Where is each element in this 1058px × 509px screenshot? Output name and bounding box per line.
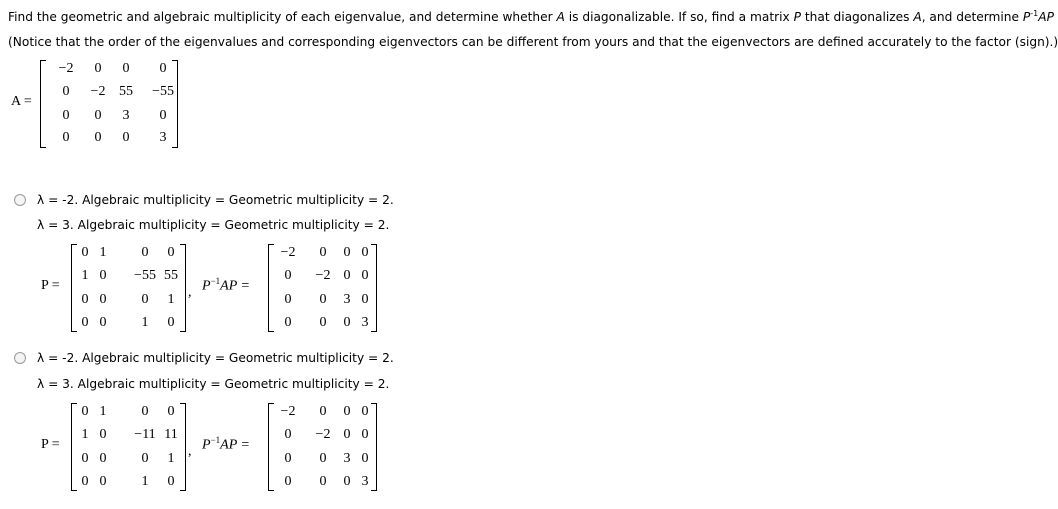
option-2-D-cell-r4-c2: 0 [319, 474, 327, 489]
matrix-A-cell-r3-c2: 0 [94, 108, 102, 123]
option-2-separator: , [188, 444, 192, 459]
instruction-text-3: that diagonalizes [800, 10, 914, 25]
option-2-P-right-bracket [180, 403, 186, 491]
option-2-P-cell-r1-c1: 0 [81, 404, 89, 419]
option-2-D-cell-r1-c3: 0 [343, 404, 351, 419]
option-2-D-cell-r3-c3: 3 [343, 451, 351, 466]
option-1-P-cell-r3-c1: 0 [81, 292, 89, 307]
matrix-A-right-bracket [172, 60, 178, 148]
option-2-P-cell-r4-c3: 1 [141, 474, 149, 489]
option-2-P-cell-r4-c1: 0 [81, 474, 89, 489]
option-2-radio[interactable] [14, 352, 26, 364]
option-1-P-cell-r1-c2: 1 [99, 245, 107, 260]
option-1-P-cell-r4-c3: 1 [141, 315, 149, 330]
option-2-D-cell-r4-c1: 0 [284, 474, 292, 489]
option-1-P-cell-r2-c1: 1 [81, 268, 89, 283]
option-1-D-label-base: P [202, 278, 211, 294]
option-1-P-right-bracket [180, 244, 186, 332]
option-1-D-label [202, 276, 250, 295]
option-1-P-cell-r1-c4: 0 [167, 245, 175, 260]
option-2-D-left-bracket [268, 403, 274, 491]
option-2-P-cell-r4-c2: 0 [99, 474, 107, 489]
option-1-P-cell-r3-c4: 1 [167, 292, 175, 307]
matrix-A-label: A = [11, 94, 32, 109]
matrix-A-cell-r1-c1: −2 [58, 61, 74, 76]
option-2-D-cell-r1-c1: −2 [280, 404, 296, 419]
option-2-line-1: λ = -2. Algebraic multiplicity = Geometric multiplicity = 2. [37, 351, 394, 365]
matrix-A-cell-r1-c4: 0 [159, 61, 167, 76]
matrix-A-cell-r4-c2: 0 [94, 130, 102, 145]
option-1-P-cell-r1-c1: 0 [81, 245, 89, 260]
option-2-P-cell-r4-c4: 0 [167, 474, 175, 489]
option-1-D-cell-r3-c4: 0 [361, 292, 369, 307]
option-1-D-cell-r2-c2: −2 [315, 268, 331, 283]
option-1-line-1: λ = -2. Algebraic multiplicity = Geometric multiplicity = 2. [37, 193, 394, 207]
option-1-P-cell-r1-c3: 0 [141, 245, 149, 260]
option-1-P-cell-r4-c1: 0 [81, 315, 89, 330]
option-2-D-cell-r1-c4: 0 [361, 404, 369, 419]
option-2-P-cell-r1-c2: 1 [99, 404, 107, 419]
matrix-A-cell-r1-c2: 0 [94, 61, 102, 76]
question-note: (Notice that the order of the eigenvalues and corresponding eigenvectors can be different from yours and that the eigenvectors are defined accurately to the factor (sign).) [8, 35, 1058, 49]
option-2-P-cell-r1-c4: 0 [167, 404, 175, 419]
instruction-text-4: , and determine [921, 10, 1023, 25]
option-2-D-cell-r3-c4: 0 [361, 451, 369, 466]
option-1-D-cell-r2-c4: 0 [361, 268, 369, 283]
option-1-P-label: P = [41, 278, 60, 293]
option-1-D-cell-r4-c2: 0 [319, 315, 327, 330]
option-1-D-cell-r1-c3: 0 [343, 245, 351, 260]
option-2-P-cell-r2-c1: 1 [81, 427, 89, 442]
option-1-D-cell-r2-c1: 0 [284, 268, 292, 283]
option-2-D-label [202, 435, 250, 454]
matrix-A-cell-r3-c3: 3 [122, 108, 130, 123]
option-1-P-cell-r2-c2: 0 [99, 268, 107, 283]
option-2-D-cell-r4-c4: 3 [361, 474, 369, 489]
option-1-D-cell-r1-c1: −2 [280, 245, 296, 260]
option-1-D-cell-r3-c1: 0 [284, 292, 292, 307]
instruction-var-A-2: A [913, 10, 922, 25]
option-2-P-cell-r2-c2: 0 [99, 427, 107, 442]
option-2-D-cell-r2-c3: 0 [343, 427, 351, 442]
matrix-A-cell-r3-c1: 0 [62, 108, 70, 123]
matrix-A-cell-r2-c1: 0 [62, 84, 70, 99]
option-2-D-cell-r3-c2: 0 [319, 451, 327, 466]
matrix-A-cell-r3-c4: 0 [159, 108, 167, 123]
option-1-D-cell-r2-c3: 0 [343, 268, 351, 283]
option-2-D-label-rest: AP = [220, 437, 250, 453]
option-1-D-cell-r4-c1: 0 [284, 315, 292, 330]
option-1-D-cell-r3-c2: 0 [319, 292, 327, 307]
option-1-D-label-rest: AP = [220, 278, 250, 294]
option-1-D-cell-r1-c2: 0 [319, 245, 327, 260]
option-2-line-2: λ = 3. Algebraic multiplicity = Geometric multiplicity = 2. [37, 377, 390, 391]
option-2-D-cell-r2-c4: 0 [361, 427, 369, 442]
instruction-text-2: is diagonalizable. If so, find a matrix [564, 10, 794, 25]
option-2-D-cell-r1-c2: 0 [319, 404, 327, 419]
option-2-P-label: P = [41, 437, 60, 452]
option-2-P-cell-r3-c4: 1 [167, 451, 175, 466]
instruction-text-1: Find the geometric and algebraic multiplicity of each eigenvalue, and determine whether [8, 10, 557, 25]
instruction-var-A: A [556, 10, 565, 25]
option-1-D-cell-r1-c4: 0 [361, 245, 369, 260]
question-instruction [8, 9, 1054, 24]
option-2-D-cell-r2-c1: 0 [284, 427, 292, 442]
instruction-expr-P: P [1022, 10, 1031, 25]
option-1-separator: , [188, 285, 192, 300]
option-2-P-cell-r1-c3: 0 [141, 404, 149, 419]
option-1-P-cell-r2-c3: −55 [134, 268, 156, 283]
matrix-A-cell-r1-c3: 0 [122, 61, 130, 76]
option-1-line-2: λ = 3. Algebraic multiplicity = Geometric multiplicity = 2. [37, 218, 390, 232]
option-2-D-cell-r2-c2: −2 [315, 427, 331, 442]
option-1-D-cell-r4-c4: 3 [361, 315, 369, 330]
option-2-P-left-bracket [71, 403, 77, 491]
option-2-D-label-base: P [202, 437, 211, 453]
option-1-P-cell-r4-c2: 0 [99, 315, 107, 330]
option-1-D-cell-r4-c3: 0 [343, 315, 351, 330]
option-1-P-cell-r3-c2: 0 [99, 292, 107, 307]
option-1-D-right-bracket [371, 244, 377, 332]
option-1-P-left-bracket [71, 244, 77, 332]
matrix-A-cell-r4-c4: 3 [159, 130, 167, 145]
instruction-expr-sup: -1 [1030, 9, 1039, 18]
option-2-P-cell-r3-c1: 0 [81, 451, 89, 466]
option-1-P-cell-r2-c4: 55 [164, 268, 178, 283]
instruction-var-P: P [793, 10, 801, 25]
matrix-A-left-bracket [40, 60, 46, 148]
option-1-P-cell-r4-c4: 0 [167, 315, 175, 330]
matrix-A-cell-r4-c3: 0 [122, 130, 130, 145]
option-2-P-cell-r3-c3: 0 [141, 451, 149, 466]
option-1-radio[interactable] [14, 194, 26, 206]
matrix-A-cell-r2-c4: −55 [152, 84, 174, 99]
option-1-D-label-sup: −1 [210, 276, 221, 286]
matrix-A-cell-r4-c1: 0 [62, 130, 70, 145]
option-1-P-cell-r3-c3: 0 [141, 292, 149, 307]
matrix-A-cell-r2-c2: −2 [90, 84, 106, 99]
option-2-D-right-bracket [371, 403, 377, 491]
option-2-P-cell-r3-c2: 0 [99, 451, 107, 466]
option-1-D-cell-r3-c3: 3 [343, 292, 351, 307]
option-2-D-label-sup: −1 [210, 435, 221, 445]
instruction-expr-AP: AP [1038, 10, 1054, 25]
option-2-D-cell-r4-c3: 0 [343, 474, 351, 489]
option-2-D-cell-r3-c1: 0 [284, 451, 292, 466]
option-2-P-cell-r2-c3: −11 [134, 427, 156, 442]
option-2-P-cell-r2-c4: 11 [164, 427, 178, 442]
matrix-A-cell-r2-c3: 55 [119, 84, 133, 99]
option-1-D-left-bracket [268, 244, 274, 332]
